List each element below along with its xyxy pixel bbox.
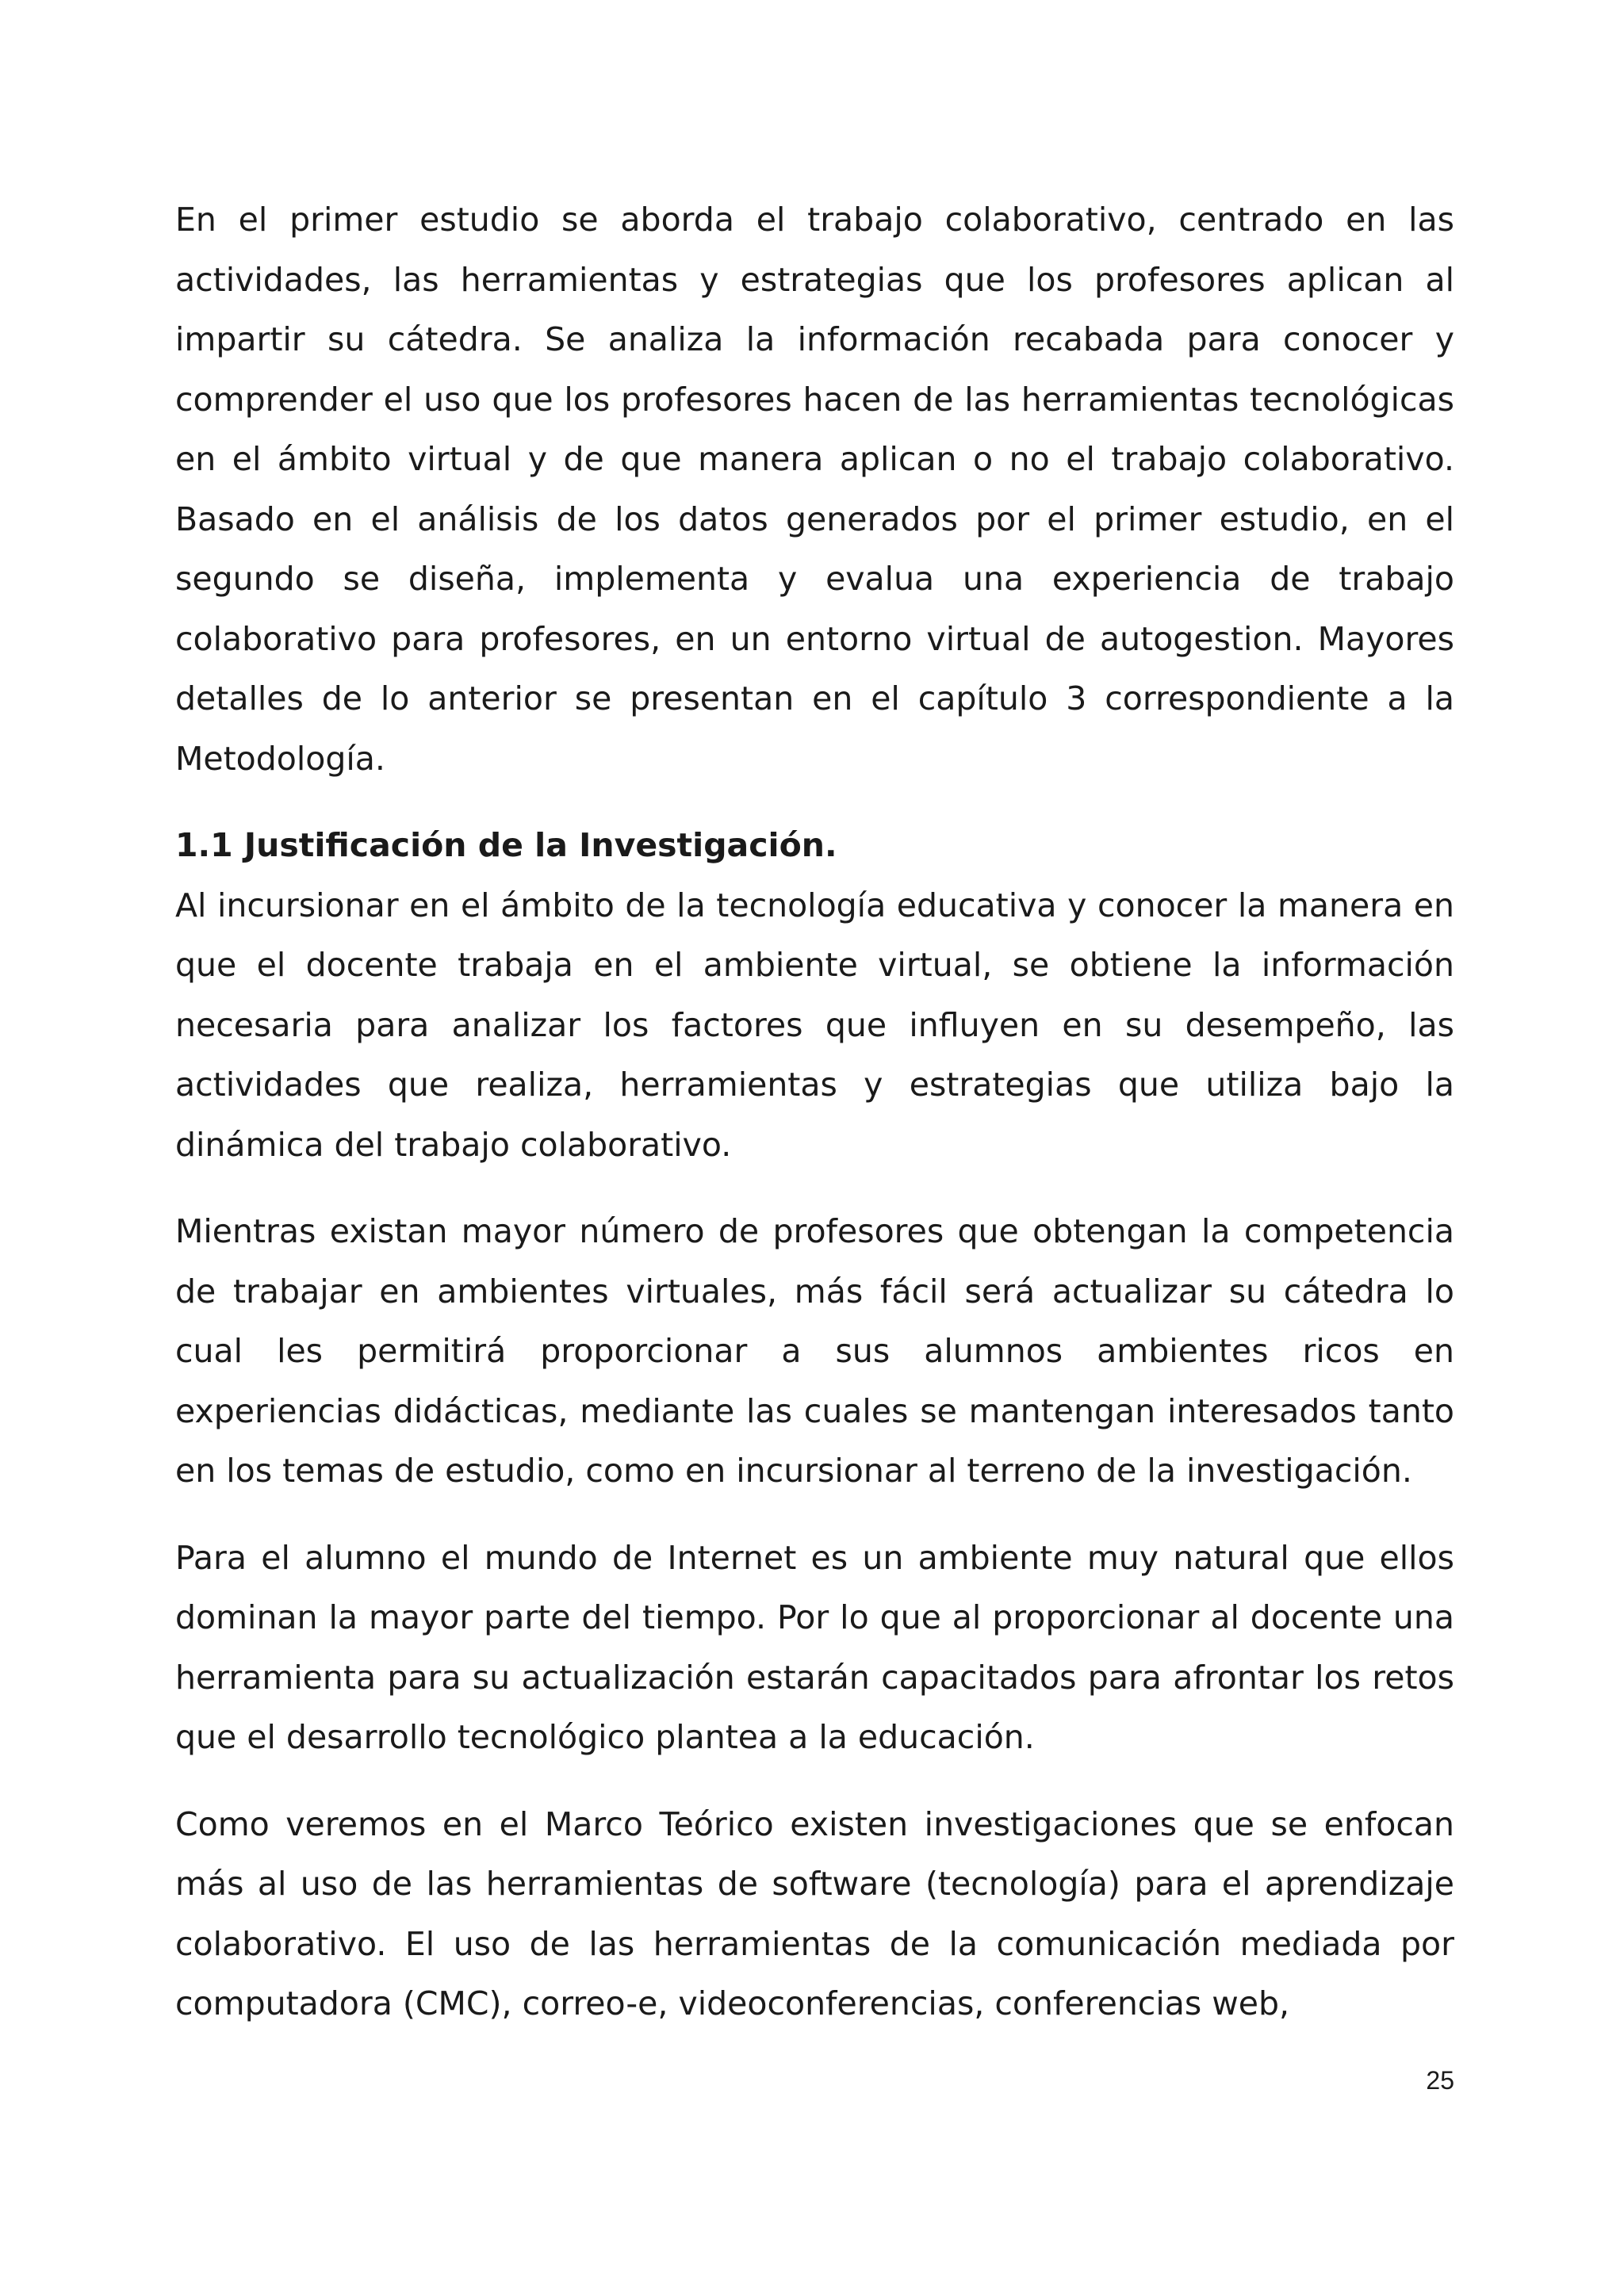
section-heading: 1.1 Justificación de la Investigación. xyxy=(175,826,837,864)
paragraph-marco-teorico: Como veremos en el Marco Teórico existen investigaciones que se enfocan más al uso de las herramientas de software (tecnología) para el aprendizaje colaborativo. El uso de las herramientas de la comunicación mediada por computadora (CMC), correo-e, videoconferencias, conferencias web, xyxy=(175,1804,1454,2022)
paragraph-intro-studies: En el primer estudio se aborda el trabajo colaborativo, centrado en las actividades, las herramientas y estrategias que los profesores aplican al impartir su cátedra. Se analiza la información recabada para conocer y comprender el uso que los profesores hacen de las herramientas tecnológicas en el ámbito virtual y de que manera aplican o no el trabajo colaborativo. Basado en el análisis de los datos generados por el primer estudio, en el segundo se diseña, implementa y evalua una experiencia de trabajo colaborativo para profesores, en un entorno virtual de autogestion. Mayores detalles de lo anterior se presentan en el capítulo 3 correspondiente a la Metodología. xyxy=(175,201,1454,778)
page-number: 25 xyxy=(1426,2066,1454,2095)
paragraph-justification: Al incursionar en el ámbito de la tecnología educativa y conocer la manera en que el docente trabaja en el ambiente virtual, se obtiene la información necesaria para analizar los factores que influyen en su desempeño, las actividades que realiza, herramientas y estrategias que utiliza bajo la dinámica del trabajo colaborativo. xyxy=(175,886,1454,1164)
paragraph-competencia: Mientras existan mayor número de profesores que obtengan la competencia de trabajar en ambientes virtuales, más fácil será actualizar su cátedra lo cual les permitirá proporcionar a sus alumnos ambientes ricos en experiencias didácticas, mediante las cuales se mantengan interesados tanto en los temas de estudio, como en incursionar al terreno de la investigación. xyxy=(175,1212,1454,1490)
paragraph-internet: Para el alumno el mundo de Internet es un ambiente muy natural que ellos dominan la mayor parte del tiempo. Por lo que al proporcionar al docente una herramienta para su actualización estarán capacitados para afrontar los retos que el desarrollo tecnológico plantea a la educación. xyxy=(175,1538,1454,1756)
document-page xyxy=(175,190,1454,2034)
